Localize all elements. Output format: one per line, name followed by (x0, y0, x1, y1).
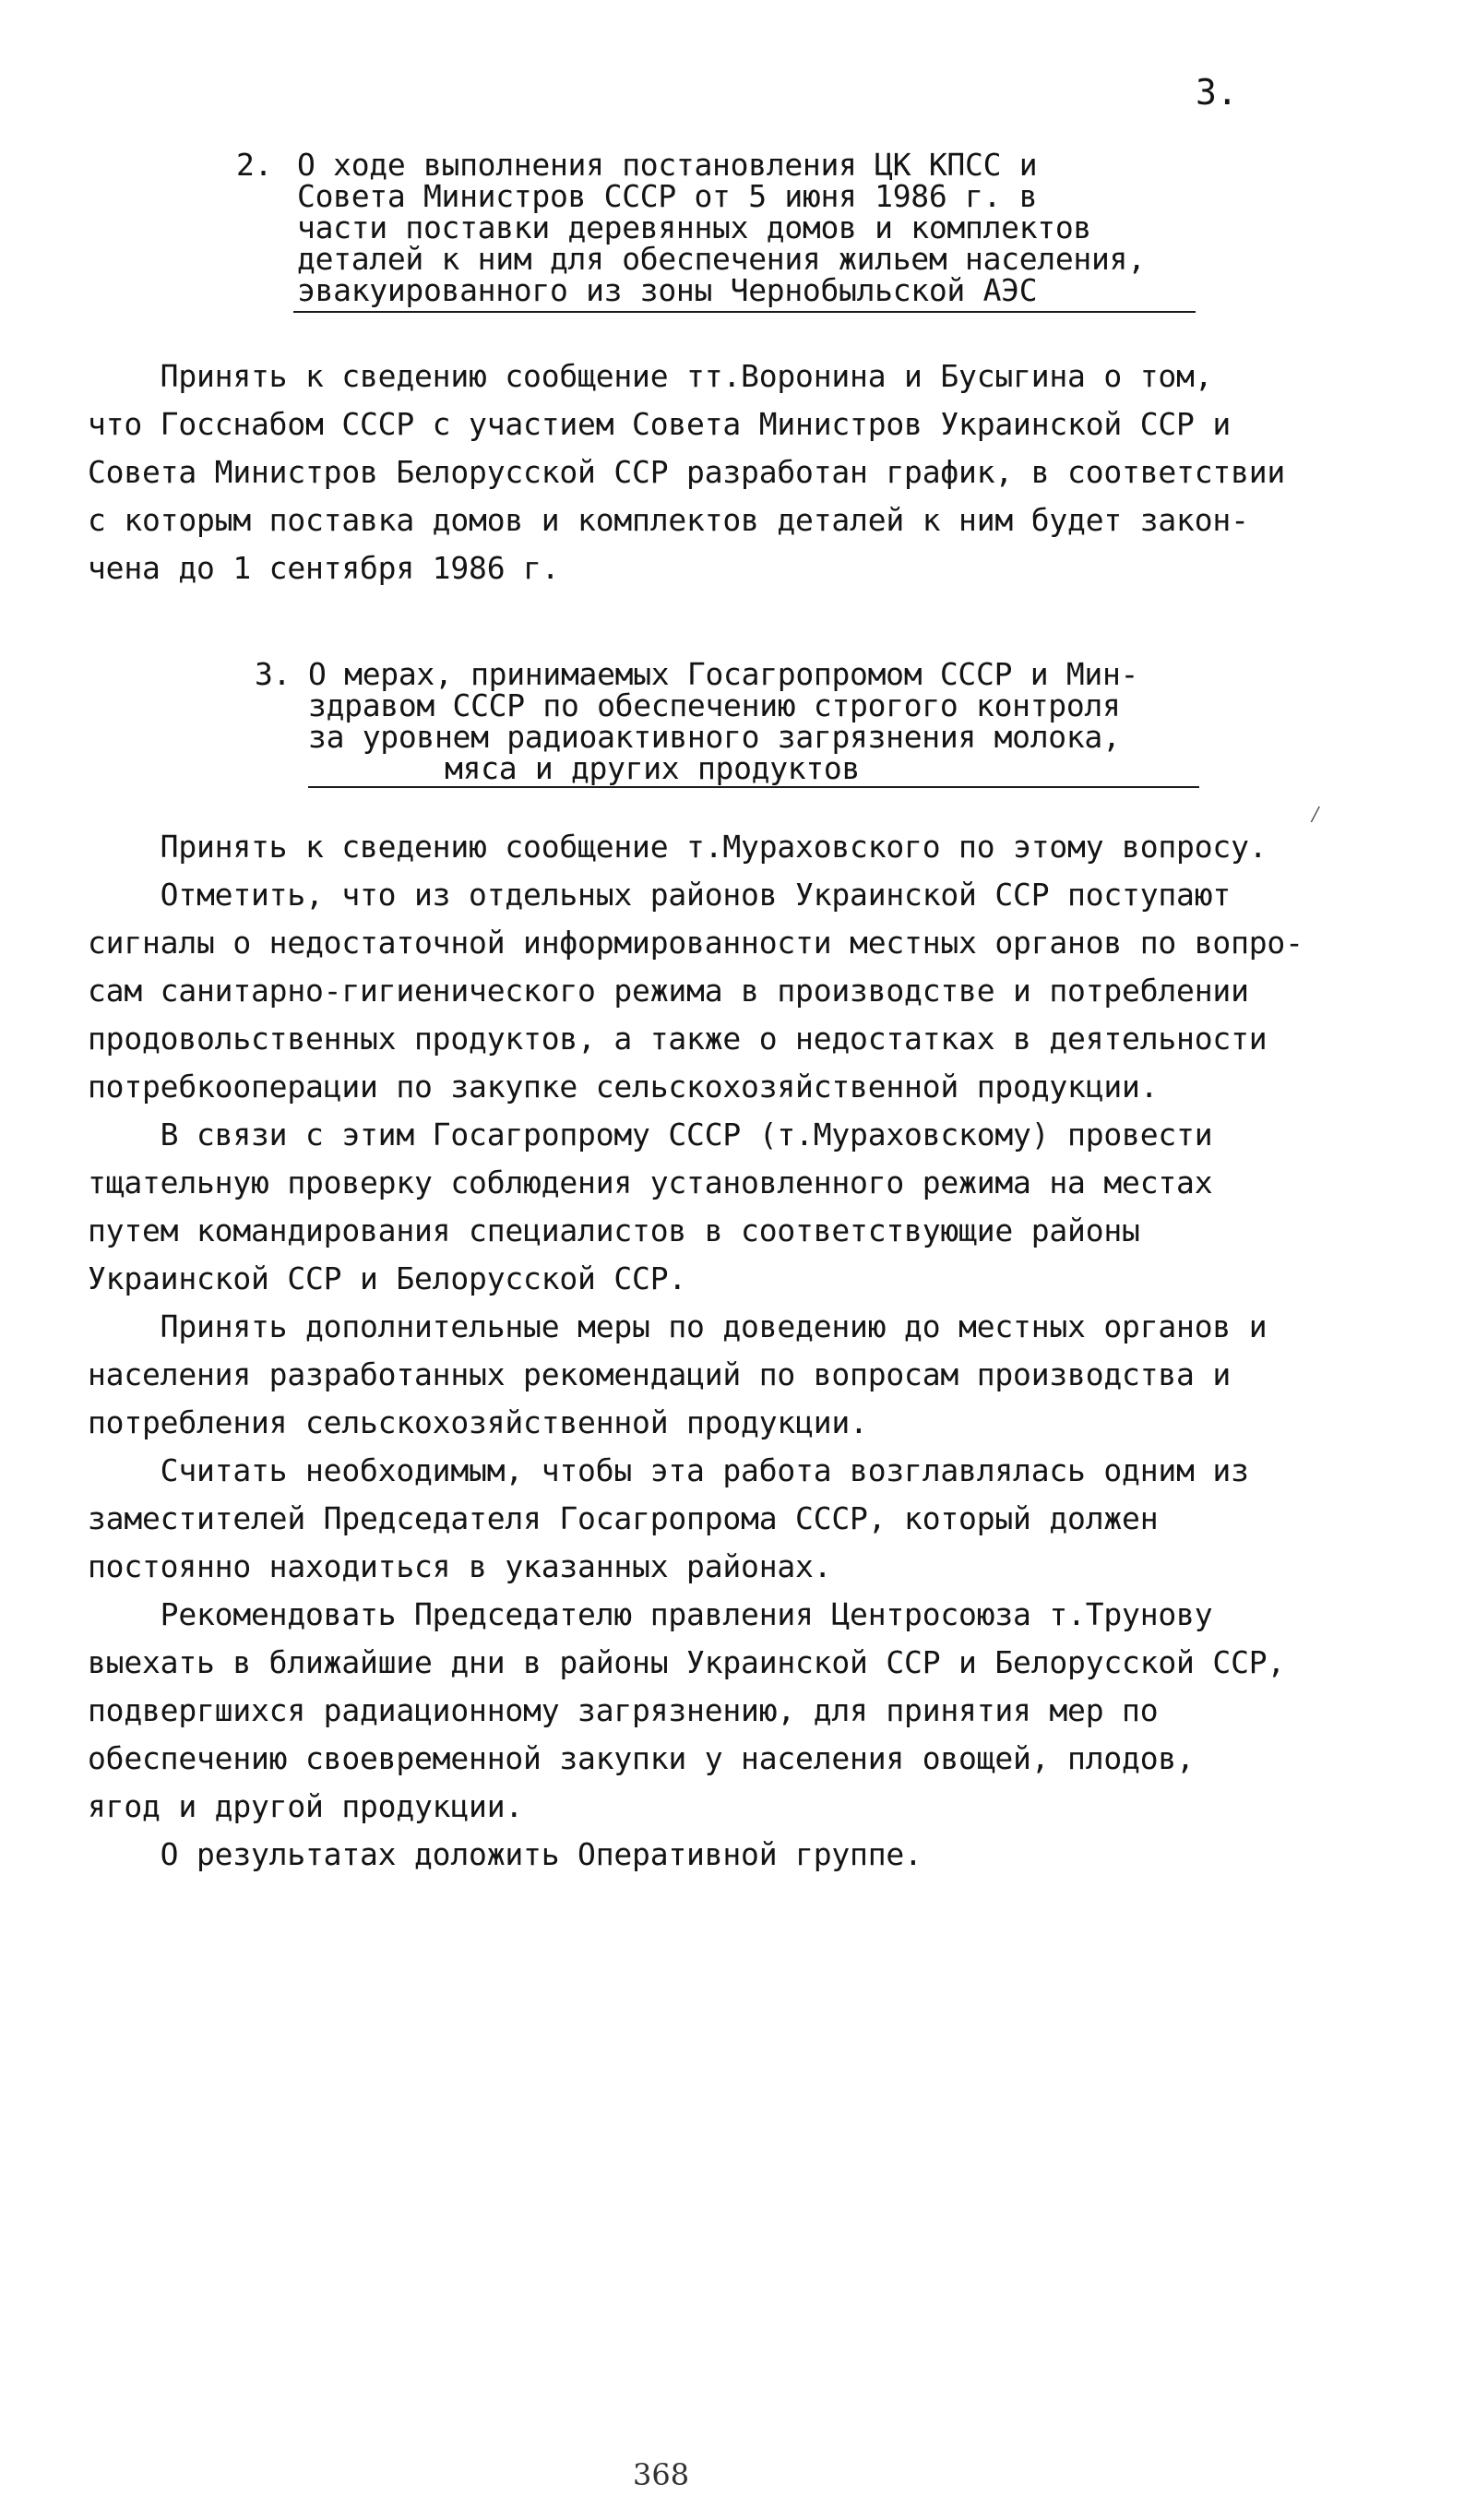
section-3-heading (255, 656, 1362, 786)
section-2-heading-line: эвакуированного из зоны Чернобыльской АЭС (297, 272, 1038, 308)
section-3-body-line: ягод и другой продукции. (88, 1788, 524, 1824)
section-3-body-line: населения разработанных рекомендаций по вопросам производства и (88, 1356, 1232, 1392)
section-2-heading-line: части поставки деревянных домов и комплектов (297, 209, 1091, 245)
section-2-heading-line: О ходе выполнения постановления ЦК КПСС и (297, 147, 1038, 183)
section-3-body-line: Принять к сведению сообщение т.Мураховского по этому вопросу. (88, 829, 1268, 865)
section-3-body-line: сам санитарно-гигиенического режима в производстве и потреблении (88, 973, 1249, 1009)
section-3-body-line: выехать в ближайшие дни в районы Украинской ССР и Белорусской ССР, (88, 1644, 1286, 1680)
section-3-heading-line: О мерах, принимаемых Госагропромом СССР и Мин- (308, 656, 1139, 692)
section-3-body-line: сигналы о недостаточной информированности местных органов по вопро- (88, 925, 1303, 961)
section-3-heading-line: за уровнем радиоактивного загрязнения молока, (308, 719, 1121, 755)
section-2-number: 2. (236, 147, 273, 183)
section-3-body-line: путем командирования специалистов в соответствующие районы (88, 1212, 1140, 1248)
section-3-body-line: Принять дополнительные меры по доведению до местных органов и (88, 1308, 1268, 1344)
section-3-body-line: О результатах доложить Оперативной группе. (88, 1836, 922, 1872)
section-3-body-line: заместителей Председателя Госагропрома СССР, который должен (88, 1500, 1159, 1536)
section-2-heading (236, 149, 1343, 306)
section-3-body-line: Рекомендовать Председателю правления Центросоюза т.Трунову (88, 1596, 1213, 1632)
section-3-heading-line: мяса и других продуктов (445, 750, 861, 786)
section-3-body-line: продовольственных продуктов, а также о недостатках в деятельности (88, 1021, 1268, 1057)
section-3-body-line: потребкооперации по закупке сельскохозяйственной продукции. (88, 1069, 1159, 1105)
section-2-body-line: чена до 1 сентября 1986 г. (88, 550, 560, 586)
section-3-body-line: Отметить, что из отдельных районов Украинской ССР поступают (88, 877, 1232, 913)
page-number: 3. (1196, 72, 1238, 113)
archive-page-number: 368 (633, 2457, 690, 2492)
section-3-body (88, 823, 1416, 1879)
section-3-body-line: подвергшихся радиационному загрязнению, для принятия мер по (88, 1692, 1159, 1728)
section-3-number: 3. (255, 656, 292, 692)
section-2-body-line: что Госснабом СССР с участием Совета Министров Украинской ССР и (88, 406, 1232, 442)
section-3-body-line: тщательную проверку соблюдения установленного режима на местах (88, 1164, 1213, 1200)
margin-tick-mark: ⁄ (1308, 801, 1323, 829)
section-3-body-line: потребления сельскохозяйственной продукции. (88, 1404, 868, 1440)
section-2-heading-line: Совета Министров СССР от 5 июня 1986 г. в (297, 178, 1038, 214)
section-3-body-line: Украинской ССР и Белорусской ССР. (88, 1260, 687, 1296)
section-2-body-line: с которым поставка домов и комплектов деталей к ним будет закон- (88, 502, 1249, 538)
section-2-heading-rule (293, 311, 1196, 313)
section-3-heading-line: здравом СССР по обеспечению строгого контроля (308, 687, 1121, 723)
section-3-body-line: обеспечению своевременной закупки у населения овощей, плодов, (88, 1740, 1195, 1776)
section-2-body-line: Принять к сведению сообщение тт.Воронина и Бусыгина о том, (88, 358, 1213, 394)
section-3-body-line: постоянно находиться в указанных районах. (88, 1548, 832, 1584)
section-3-heading-rule (308, 786, 1199, 788)
section-3-body-line: Считать необходимым, чтобы эта работа возглавлялась одним из (88, 1452, 1249, 1488)
section-3-body-line: В связи с этим Госагропрому СССР (т.Мураховскому) провести (88, 1117, 1213, 1153)
section-2-heading-line: деталей к ним для обеспечения жильем населения, (297, 241, 1146, 277)
section-2-body (88, 352, 1416, 592)
section-2-body-line: Совета Министров Белорусской ССР разработан график, в соответствии (88, 454, 1286, 490)
